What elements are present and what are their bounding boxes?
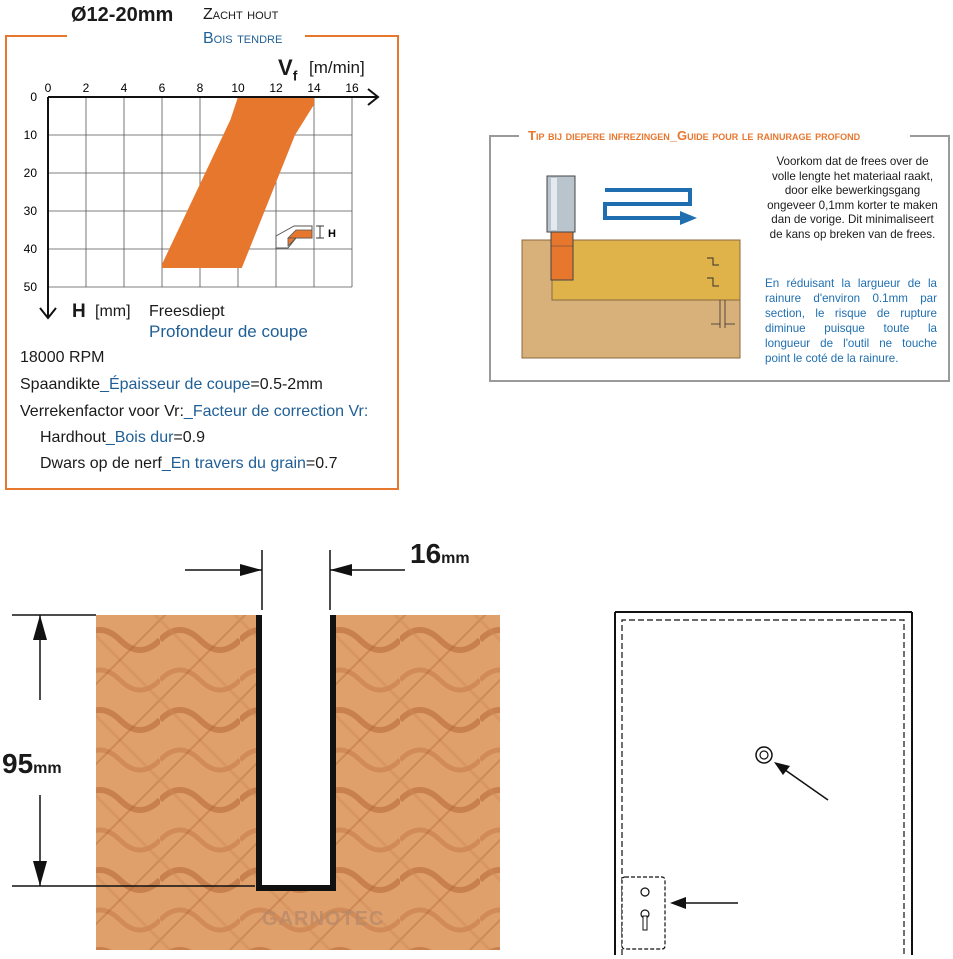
chart-frame-top-left bbox=[5, 35, 67, 37]
chip-thickness: Spaandikte_Épaisseur de coupe=0.5-2mm bbox=[20, 376, 323, 393]
x-tick-label: 14 bbox=[307, 81, 321, 95]
y-tick-labels bbox=[24, 90, 38, 294]
wood-type-fr: Bois tendre bbox=[203, 30, 283, 47]
groove-dimension-drawing bbox=[0, 540, 520, 955]
wood-type-nl: Zacht hout bbox=[203, 6, 279, 23]
diameter-title: Ø12-20mm bbox=[71, 4, 174, 26]
y-tick-label: 30 bbox=[23, 204, 37, 218]
tip-text-fr: En réduisant la largueur de la rainure d'environ 0.1mm par section, le risque de rupture diminue puisque toute la longueur de l'outil ne touche point le coté de la rainure. bbox=[765, 277, 937, 365]
x-tick-label: 8 bbox=[196, 81, 204, 95]
tip-text-nl: Voorkom dat de frees over de volle lengte het materiaal raakt, door elke bewerkingsgang ongeveer 0,1mm korter te maken dan de vorige. Dit minimaliseert de kans op breken van de frees. bbox=[767, 155, 938, 241]
groove-cut bbox=[259, 615, 333, 888]
feed-rate-chart bbox=[0, 50, 400, 330]
tip-frame-top-left bbox=[489, 135, 519, 137]
x-tick-label: 6 bbox=[158, 81, 166, 95]
groove-width-label: 16mm bbox=[410, 538, 470, 569]
x-tick-label: 4 bbox=[120, 81, 128, 95]
chart-frame-top-right bbox=[305, 35, 399, 37]
watermark: GARNOTEC bbox=[262, 908, 385, 930]
y-axis-label-fr: Profondeur de coupe bbox=[149, 322, 308, 341]
tip-title: Tip bij diepere infrezingen_Guide pour le rainurage profond bbox=[524, 128, 864, 143]
door-drawing bbox=[600, 600, 920, 955]
cross-grain-factor: Dwars op de nerf_En travers du grain=0.7 bbox=[40, 455, 338, 472]
x-tick-label: 16 bbox=[345, 81, 359, 95]
x-tick-label: 0 bbox=[44, 81, 52, 95]
groove-depth-label: 95mm bbox=[2, 748, 62, 779]
rpm-value: 18000 RPM bbox=[20, 349, 105, 366]
tip-frame-top-right bbox=[910, 135, 950, 137]
y-axis-label-nl: Freesdiept bbox=[149, 303, 225, 320]
y-axis-unit: [mm] bbox=[95, 303, 131, 320]
y-tick-label: 0 bbox=[30, 90, 37, 104]
y-tick-label: 10 bbox=[23, 128, 37, 142]
x-axis-unit: [m/min] bbox=[309, 58, 365, 77]
inset-label: H bbox=[328, 228, 336, 240]
x-tick-labels bbox=[45, 81, 359, 95]
y-axis-symbol: H bbox=[72, 301, 86, 322]
x-axis-symbol: $V_f$ bbox=[278, 55, 298, 84]
x-tick-label: 2 bbox=[82, 81, 90, 95]
y-tick-label: 40 bbox=[23, 242, 37, 256]
deep-groove-illustration bbox=[515, 170, 750, 362]
correction-factor: Verrekenfactor voor Vr:_Facteur de correction Vr: bbox=[20, 403, 369, 420]
y-tick-label: 20 bbox=[23, 166, 37, 180]
x-tick-label: 12 bbox=[269, 81, 283, 95]
y-tick-label: 50 bbox=[23, 280, 37, 294]
peephole-icon bbox=[756, 747, 772, 763]
x-tick-label: 10 bbox=[231, 81, 245, 95]
hardwood-factor: Hardhout_Bois dur=0.9 bbox=[40, 429, 206, 446]
profile-inset-icon bbox=[276, 226, 324, 248]
